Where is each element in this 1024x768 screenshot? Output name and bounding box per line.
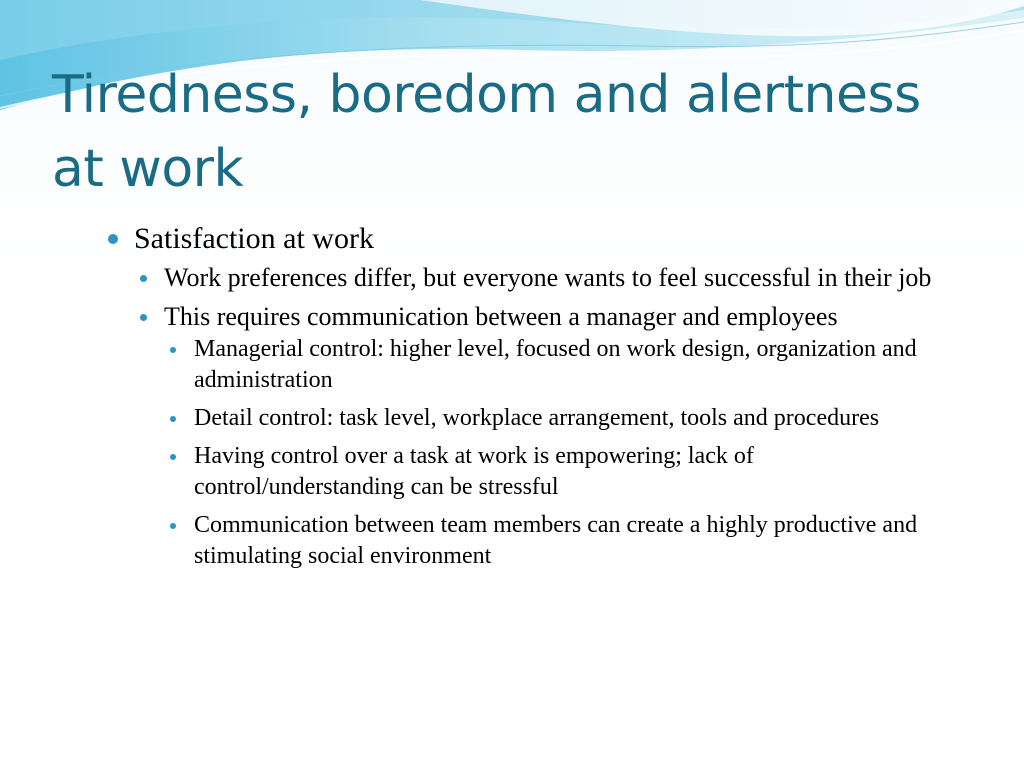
- bullet-dot-icon: [170, 523, 176, 529]
- sub-bullet-list: [134, 262, 964, 572]
- bullet-text: Having control over a task at work is empowering; lack of control/understanding can be stressful: [194, 443, 754, 500]
- bullet-item-satisfaction: [104, 220, 964, 572]
- sub-sub-bullet-item: [164, 441, 964, 503]
- sub-sub-bullet-list: [164, 334, 964, 572]
- bullet-dot-icon: [140, 275, 147, 282]
- bullet-text: Communication between team members can create a highly productive and stimulating social environment: [194, 512, 918, 569]
- bullet-text: Satisfaction at work: [134, 222, 374, 255]
- bullet-dot-icon: [170, 347, 176, 353]
- bullet-text: Managerial control: higher level, focused on work design, organization and administration: [194, 336, 917, 393]
- sub-bullet-item: [134, 301, 964, 572]
- bullet-text: Detail control: task level, workplace arrangement, tools and procedures: [194, 405, 880, 431]
- bullet-dot-icon: [108, 234, 118, 244]
- sub-sub-bullet-item: [164, 510, 964, 572]
- bullet-text: This requires communication between a manager and employees: [164, 302, 838, 331]
- bullet-text: Work preferences differ, but everyone wants to feel successful in their job: [164, 263, 932, 292]
- bullet-dot-icon: [170, 416, 176, 422]
- slide-title: Tiredness, boredom and alertness at work: [52, 65, 921, 199]
- slide-body: [104, 220, 964, 580]
- sub-bullet-item: [134, 262, 964, 293]
- sub-sub-bullet-item: [164, 334, 964, 396]
- bullet-dot-icon: [170, 454, 176, 460]
- sub-sub-bullet-item: [164, 403, 964, 434]
- bullet-dot-icon: [140, 314, 147, 321]
- bullet-list: [104, 220, 964, 572]
